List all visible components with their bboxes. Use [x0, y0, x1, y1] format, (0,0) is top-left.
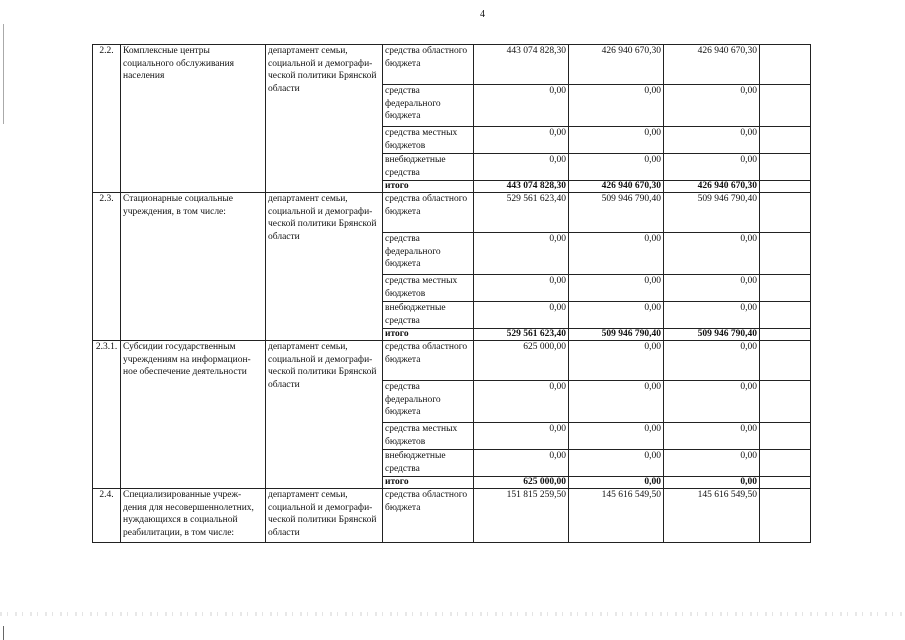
empty-cell	[760, 477, 811, 489]
amount-year-1: 625 000,00	[474, 477, 569, 489]
amount-year-2: 0,00	[569, 302, 664, 329]
empty-cell	[760, 181, 811, 193]
amount-year-1: 0,00	[474, 381, 569, 423]
amount-year-3: 0,00	[664, 381, 760, 423]
scan-edge-mark-bottom	[3, 626, 4, 640]
amount-year-1: 151 815 259,50	[474, 489, 569, 543]
empty-cell	[760, 45, 811, 85]
amount-year-1: 529 561 623,40	[474, 329, 569, 341]
row-number: 2.4.	[93, 489, 121, 543]
amount-year-1: 625 000,00	[474, 341, 569, 381]
funding-source: средства областного бюджета	[383, 193, 474, 233]
table-row	[93, 341, 811, 381]
measure-name: Субсидии государственным учреждениям на информацион-ное обеспечение деятельности	[121, 341, 266, 489]
amount-year-3: 0,00	[664, 154, 760, 181]
funding-source: средства областного бюджета	[383, 45, 474, 85]
amount-year-1: 0,00	[474, 450, 569, 477]
empty-cell	[760, 275, 811, 302]
measure-name: Стационарные социальные учреждения, в том числе:	[121, 193, 266, 341]
amount-year-3: 509 946 790,40	[664, 329, 760, 341]
amount-year-3: 0,00	[664, 127, 760, 154]
amount-year-2: 0,00	[569, 85, 664, 127]
amount-year-2: 0,00	[569, 127, 664, 154]
empty-cell	[760, 154, 811, 181]
empty-cell	[760, 85, 811, 127]
table-row	[93, 489, 811, 543]
amount-year-3: 426 940 670,30	[664, 45, 760, 85]
amount-year-3: 0,00	[664, 477, 760, 489]
measure-name: Специализированные учреж-дения для несовершеннолетних, нуждающихся в социальной реабилитации, в том числе:	[121, 489, 266, 543]
funding-source: средства местных бюджетов	[383, 275, 474, 302]
funding-source: итого	[383, 181, 474, 193]
amount-year-2: 0,00	[569, 381, 664, 423]
amount-year-3: 509 946 790,40	[664, 193, 760, 233]
executor-name: департамент семьи, социальной и демографи-ческой политики Брянской области	[266, 489, 383, 543]
empty-cell	[760, 233, 811, 275]
executor-name: департамент семьи, социальной и демографи-ческой политики Брянской области	[266, 45, 383, 193]
amount-year-1: 0,00	[474, 85, 569, 127]
amount-year-2: 0,00	[569, 275, 664, 302]
amount-year-3: 426 940 670,30	[664, 181, 760, 193]
empty-cell	[760, 341, 811, 381]
amount-year-1: 443 074 828,30	[474, 181, 569, 193]
empty-cell	[760, 193, 811, 233]
executor-name: департамент семьи, социальной и демографи-ческой политики Брянской области	[266, 193, 383, 341]
amount-year-2: 0,00	[569, 477, 664, 489]
amount-year-2: 0,00	[569, 423, 664, 450]
funding-source: средства местных бюджетов	[383, 127, 474, 154]
row-number: 2.3.	[93, 193, 121, 341]
amount-year-3: 0,00	[664, 302, 760, 329]
funding-source: средства местных бюджетов	[383, 423, 474, 450]
empty-cell	[760, 127, 811, 154]
empty-cell	[760, 329, 811, 341]
budget-table	[92, 44, 811, 543]
funding-source: средства федерального бюджета	[383, 85, 474, 127]
funding-source: средства областного бюджета	[383, 489, 474, 543]
empty-cell	[760, 489, 811, 543]
amount-year-2: 509 946 790,40	[569, 329, 664, 341]
amount-year-1: 0,00	[474, 154, 569, 181]
funding-source: внебюджетные средства	[383, 450, 474, 477]
amount-year-2: 0,00	[569, 233, 664, 275]
page-number: 4	[480, 9, 485, 20]
amount-year-2: 509 946 790,40	[569, 193, 664, 233]
amount-year-3: 0,00	[664, 233, 760, 275]
row-number: 2.2.	[93, 45, 121, 193]
amount-year-2: 0,00	[569, 450, 664, 477]
funding-source: средства областного бюджета	[383, 341, 474, 381]
amount-year-2: 0,00	[569, 341, 664, 381]
amount-year-2: 426 940 670,30	[569, 45, 664, 85]
row-number: 2.3.1.	[93, 341, 121, 489]
empty-cell	[760, 302, 811, 329]
empty-cell	[760, 450, 811, 477]
amount-year-3: 0,00	[664, 450, 760, 477]
amount-year-3: 0,00	[664, 341, 760, 381]
amount-year-3: 0,00	[664, 85, 760, 127]
amount-year-2: 426 940 670,30	[569, 181, 664, 193]
amount-year-1: 0,00	[474, 127, 569, 154]
table-row	[93, 45, 811, 85]
amount-year-1: 0,00	[474, 302, 569, 329]
amount-year-1: 0,00	[474, 275, 569, 302]
executor-name: департамент семьи, социальной и демографи-ческой политики Брянской области	[266, 341, 383, 489]
measure-name: Комплексные центры социального обслуживания населения	[121, 45, 266, 193]
scan-noise-strip	[0, 612, 905, 616]
funding-source: средства федерального бюджета	[383, 381, 474, 423]
funding-source: внебюджетные средства	[383, 154, 474, 181]
amount-year-2: 145 616 549,50	[569, 489, 664, 543]
amount-year-3: 0,00	[664, 423, 760, 450]
empty-cell	[760, 381, 811, 423]
funding-source: итого	[383, 477, 474, 489]
amount-year-1: 529 561 623,40	[474, 193, 569, 233]
funding-source: внебюджетные средства	[383, 302, 474, 329]
amount-year-1: 443 074 828,30	[474, 45, 569, 85]
amount-year-3: 0,00	[664, 275, 760, 302]
scan-edge-mark	[3, 24, 4, 124]
funding-source: итого	[383, 329, 474, 341]
empty-cell	[760, 423, 811, 450]
funding-source: средства федерального бюджета	[383, 233, 474, 275]
amount-year-3: 145 616 549,50	[664, 489, 760, 543]
amount-year-1: 0,00	[474, 233, 569, 275]
amount-year-2: 0,00	[569, 154, 664, 181]
table-row	[93, 193, 811, 233]
amount-year-1: 0,00	[474, 423, 569, 450]
